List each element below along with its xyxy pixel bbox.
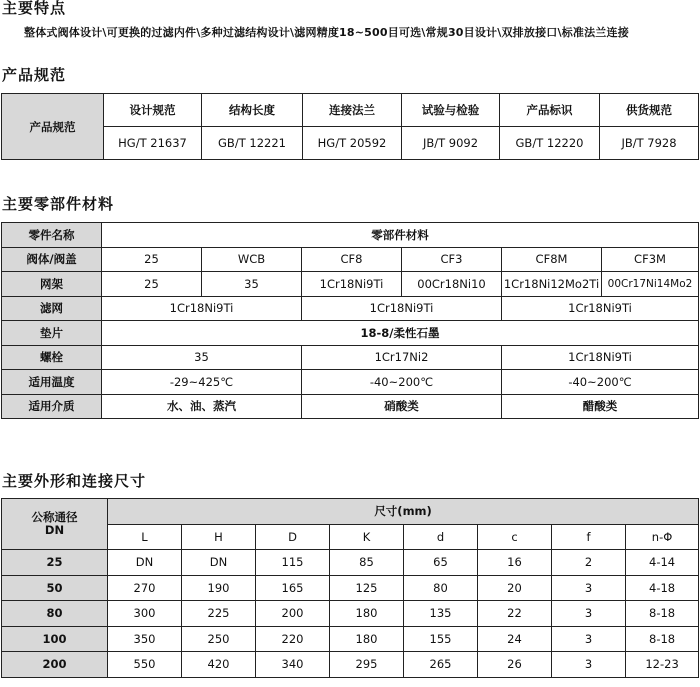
part-name-label: 零件名称 xyxy=(2,223,102,248)
dim-cell: 24 xyxy=(478,626,552,652)
spec-table xyxy=(1,93,699,160)
dim-cell: 165 xyxy=(256,575,330,601)
spec-title: 产品规范 xyxy=(2,66,67,84)
material-cell: CF3 xyxy=(402,247,502,272)
spec-value: GB/T 12221 xyxy=(202,127,303,160)
material-cell: 醋酸类 xyxy=(502,394,699,419)
spec-value: JB/T 7928 xyxy=(600,127,699,160)
material-cell: 35 xyxy=(102,345,302,370)
dim-cell: 550 xyxy=(108,652,182,678)
material-cell: WCB xyxy=(202,247,302,272)
material-cell: 1Cr18Ni9Ti xyxy=(502,345,699,370)
dim-cell: 300 xyxy=(108,601,182,627)
materials-title: 主要零部件材料 xyxy=(2,195,115,213)
dim-column-header: L xyxy=(108,524,182,550)
dn-header xyxy=(2,499,108,550)
material-cell: 1Cr17Ni2 xyxy=(302,345,502,370)
material-cell: CF8 xyxy=(302,247,402,272)
material-cell: -40~200℃ xyxy=(502,370,699,395)
dim-cell: 220 xyxy=(256,626,330,652)
dim-column-header: c xyxy=(478,524,552,550)
dim-cell: 3 xyxy=(552,652,626,678)
dim-cell: 155 xyxy=(404,626,478,652)
dn-cell: 25 xyxy=(2,550,108,576)
dim-cell: 350 xyxy=(108,626,182,652)
dim-cell: 200 xyxy=(256,601,330,627)
dim-cell: DN xyxy=(108,550,182,576)
part-material-label: 零部件材料 xyxy=(102,223,699,248)
dim-cell: 8-18 xyxy=(626,626,699,652)
spec-value: HG/T 20592 xyxy=(303,127,402,160)
material-row-label: 适用温度 xyxy=(2,370,102,395)
dn-header-line2: DN xyxy=(44,523,65,537)
material-cell: 1Cr18Ni12Mo2Ti xyxy=(502,272,602,297)
dim-column-header: H xyxy=(182,524,256,550)
dim-cell: 265 xyxy=(404,652,478,678)
spec-header: 供货规范 xyxy=(600,94,699,127)
dim-cell: 135 xyxy=(404,601,478,627)
dim-cell: 295 xyxy=(330,652,404,678)
dim-cell: 180 xyxy=(330,601,404,627)
material-cell: 25 xyxy=(102,247,202,272)
dim-cell: 340 xyxy=(256,652,330,678)
dn-cell: 200 xyxy=(2,652,108,678)
dim-cell: 12-23 xyxy=(626,652,699,678)
material-cell: 硝酸类 xyxy=(302,394,502,419)
material-cell: 1Cr18Ni9Ti xyxy=(302,272,402,297)
table-row xyxy=(2,550,699,576)
material-row-label: 滤网 xyxy=(2,296,102,321)
table-row xyxy=(2,575,699,601)
spec-value: GB/T 12220 xyxy=(500,127,600,160)
material-row-label: 阀体/阀盖 xyxy=(2,247,102,272)
dim-cell: 4-18 xyxy=(626,575,699,601)
material-cell: 1Cr18Ni9Ti xyxy=(502,296,699,321)
material-cell: CF8M xyxy=(502,247,602,272)
table-row xyxy=(2,626,699,652)
dim-cell: 85 xyxy=(330,550,404,576)
features-text: 整体式阀体设计\可更换的过滤内件\多种过滤结构设计\滤网精度18~500目可选\常规30目设计\双排放接口\标准法兰连接 xyxy=(24,26,629,39)
material-cell: 00Cr17Ni14Mo2 xyxy=(602,272,699,297)
dim-cell: 26 xyxy=(478,652,552,678)
dimensions-table xyxy=(1,498,699,678)
dim-cell: 8-18 xyxy=(626,601,699,627)
dim-cell: 420 xyxy=(182,652,256,678)
material-cell: CF3M xyxy=(602,247,699,272)
material-cell: 18-8/柔性石墨 xyxy=(102,321,699,346)
material-cell: -40~200℃ xyxy=(302,370,502,395)
dim-cell: 180 xyxy=(330,626,404,652)
dim-cell: 16 xyxy=(478,550,552,576)
dim-cell: 4-14 xyxy=(626,550,699,576)
dim-cell: 65 xyxy=(404,550,478,576)
dim-cell: 80 xyxy=(404,575,478,601)
dim-cell: 270 xyxy=(108,575,182,601)
material-cell: 25 xyxy=(102,272,202,297)
dn-header-line1: 公称通径 xyxy=(31,510,78,524)
materials-table xyxy=(1,222,699,419)
spec-header: 连接法兰 xyxy=(303,94,402,127)
dn-cell: 50 xyxy=(2,575,108,601)
table-row xyxy=(2,652,699,678)
dn-cell: 80 xyxy=(2,601,108,627)
spec-row-label: 产品规范 xyxy=(2,94,104,160)
spec-header: 设计规范 xyxy=(104,94,202,127)
dim-cell: 3 xyxy=(552,601,626,627)
dimensions-title: 主要外形和连接尺寸 xyxy=(2,472,147,490)
material-cell: -29~425℃ xyxy=(102,370,302,395)
material-cell: 00Cr18Ni10 xyxy=(402,272,502,297)
dim-cell: 22 xyxy=(478,601,552,627)
material-cell: 1Cr18Ni9Ti xyxy=(302,296,502,321)
dim-cell: 20 xyxy=(478,575,552,601)
dim-column-header: f xyxy=(552,524,626,550)
dim-cell: DN xyxy=(182,550,256,576)
dim-cell: 190 xyxy=(182,575,256,601)
dim-cell: 115 xyxy=(256,550,330,576)
dim-cell: 125 xyxy=(330,575,404,601)
dim-column-header: d xyxy=(404,524,478,550)
size-header: 尺寸(mm) xyxy=(108,499,699,525)
material-row-label: 螺栓 xyxy=(2,345,102,370)
features-title: 主要特点 xyxy=(2,0,67,17)
spec-value: JB/T 9092 xyxy=(402,127,500,160)
material-row-label: 适用介质 xyxy=(2,394,102,419)
spec-header: 结构长度 xyxy=(202,94,303,127)
table-row xyxy=(2,601,699,627)
dim-cell: 2 xyxy=(552,550,626,576)
material-row-label: 垫片 xyxy=(2,321,102,346)
material-row-label: 网架 xyxy=(2,272,102,297)
material-cell: 水、油、蒸汽 xyxy=(102,394,302,419)
spec-value: HG/T 21637 xyxy=(104,127,202,160)
dim-column-header: n-Φ xyxy=(626,524,699,550)
material-cell: 35 xyxy=(202,272,302,297)
dim-cell: 3 xyxy=(552,575,626,601)
dim-column-header: D xyxy=(256,524,330,550)
dim-column-header: K xyxy=(330,524,404,550)
spec-header: 产品标识 xyxy=(500,94,600,127)
dim-cell: 225 xyxy=(182,601,256,627)
dim-cell: 3 xyxy=(552,626,626,652)
dn-cell: 100 xyxy=(2,626,108,652)
dim-cell: 250 xyxy=(182,626,256,652)
material-cell: 1Cr18Ni9Ti xyxy=(102,296,302,321)
spec-header: 试验与检验 xyxy=(402,94,500,127)
